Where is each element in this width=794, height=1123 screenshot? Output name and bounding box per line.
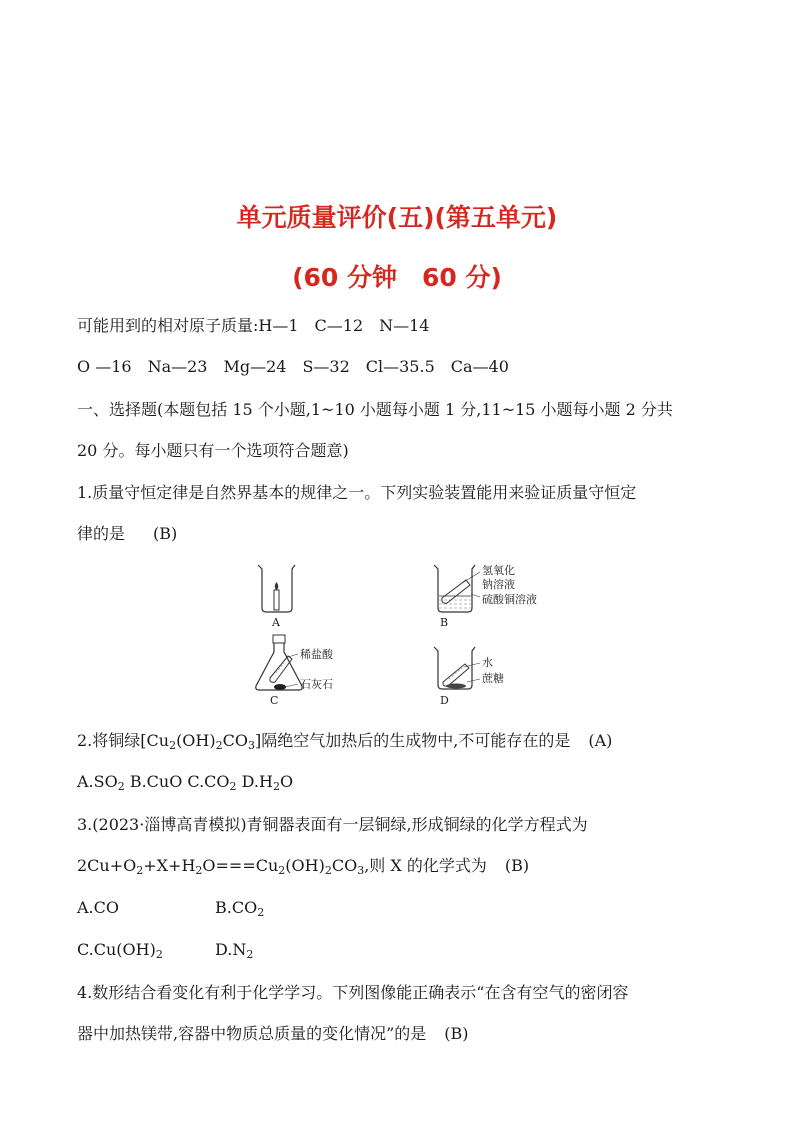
question-1-line-2: [77, 523, 177, 545]
question-4-line-1: 4.数形结合看变化有利于化学学习。下列图像能正确表示“在含有空气的密闭容: [77, 983, 629, 1002]
q2-text-a: 2.将铜绿[Cu: [77, 731, 170, 750]
apparatus-c-conical-flask: [256, 635, 302, 690]
q3-eq-sub-4: 2: [324, 864, 332, 877]
q2-sub-2: 2: [215, 739, 223, 752]
question-1-line-1: 1.质量守恒定律是自然界基本的规律之一。下列实验装置能用来验证质量守恒定: [77, 483, 637, 502]
q3-eq-b: +X+H: [143, 856, 196, 875]
q2-option-a-sub: 2: [117, 780, 125, 793]
q3-eq-sub-5: 3: [357, 864, 365, 877]
question-3-answer: (B): [504, 856, 530, 875]
q3-eq-sub-2: 2: [195, 864, 203, 877]
figure-label-d: D: [440, 694, 449, 707]
q3-option-d-sub: 2: [246, 948, 254, 961]
question-2-line-1: [77, 730, 612, 752]
q2-sub-1: 2: [169, 739, 177, 752]
q3-option-a: A.CO: [77, 898, 119, 917]
figure-label-b-2: 钠溶液: [482, 578, 515, 591]
q2-option-b: B.CuO: [129, 772, 183, 791]
figure-label-d-2: 蔗糖: [482, 672, 504, 685]
q2-option-a: A.SO: [77, 772, 118, 791]
q3-option-c-sub: 2: [155, 948, 163, 961]
question-3-options-row-2: [77, 939, 253, 961]
figure-label-b: B: [440, 616, 449, 629]
atomic-mass-line-1: 可能用到的相对原子质量:H—1 C—12 N—14: [77, 316, 430, 335]
q3-option-b: B.CO: [215, 898, 258, 917]
figure-label-c-2: 石灰石: [300, 678, 333, 691]
figure-label-a: A: [272, 616, 280, 629]
q2-option-d: D.H: [241, 772, 273, 791]
question-1-answer: (B): [153, 524, 178, 543]
q3-eq-c: O===Cu: [202, 856, 279, 875]
q2-option-c: C.CO: [187, 772, 230, 791]
q2-text-b: (OH): [176, 731, 216, 750]
q2-text-c: CO: [222, 731, 248, 750]
figure-label-b-3: 硫酸铜溶液: [482, 593, 537, 606]
q2-option-c-sub: 2: [229, 780, 237, 793]
q2-sub-3: 3: [247, 739, 255, 752]
atomic-mass-line-2: O —16 Na—23 Mg—24 S—32 Cl—35.5 Ca—40: [77, 357, 509, 376]
page-subtitle: (60 分钟 60 分): [292, 263, 502, 292]
q3-option-d: D.N: [215, 940, 247, 959]
question-4-line-2: [77, 1023, 469, 1045]
question-1-apparatus-figure: [240, 560, 580, 720]
figure-label-b-1: 氢氧化: [482, 564, 515, 577]
q3-eq-a: 2Cu+O: [77, 856, 137, 875]
question-3-options-row-1: [77, 897, 264, 919]
apparatus-a-beaker-candle: [258, 565, 295, 612]
q3-eq-e: CO: [331, 856, 358, 875]
q3-eq-d: (OH): [285, 856, 325, 875]
q2-text-d: ]隔绝空气加热后的生成物中,不可能存在的是: [254, 731, 571, 750]
q3-eq-f: ,则 X 的化学式为: [364, 856, 487, 875]
apparatus-b-beaker-testtube: [434, 565, 480, 612]
question-2-options: [77, 771, 293, 793]
question-3-line-1: 3.(2023·淄博高青模拟)青铜器表面有一层铜绿,形成铜绿的化学方程式为: [77, 815, 588, 834]
question-4-text: 器中加热镁带,容器中物质总质量的变化情况”的是: [77, 1024, 427, 1043]
section-heading-line-1: 一、选择题(本题包括 15 个小题,1~10 小题每小题 1 分,11~15 小题每小题 2 分共: [77, 400, 673, 419]
page-title: 单元质量评价(五)(第五单元): [236, 203, 558, 232]
apparatus-d-beaker-testtube: [434, 647, 480, 689]
q3-eq-sub-3: 2: [278, 864, 286, 877]
figure-label-c: C: [270, 694, 279, 707]
section-heading-line-2: 20 分。每小题只有一个选项符合题意): [77, 441, 349, 460]
q2-option-d-sub: 2: [272, 780, 280, 793]
q2-option-d-tail: O: [279, 772, 294, 791]
q3-eq-sub-1: 2: [136, 864, 144, 877]
question-2-answer: (A): [588, 731, 613, 750]
question-4-answer: (B): [444, 1024, 469, 1043]
q3-option-c: C.Cu(OH): [77, 940, 156, 959]
q3-option-b-sub: 2: [257, 906, 265, 919]
question-3-line-2: [77, 855, 529, 877]
question-1-text: 律的是: [77, 524, 126, 543]
figure-label-c-1: 稀盐酸: [300, 648, 333, 661]
figure-label-d-1: 水: [482, 656, 493, 669]
